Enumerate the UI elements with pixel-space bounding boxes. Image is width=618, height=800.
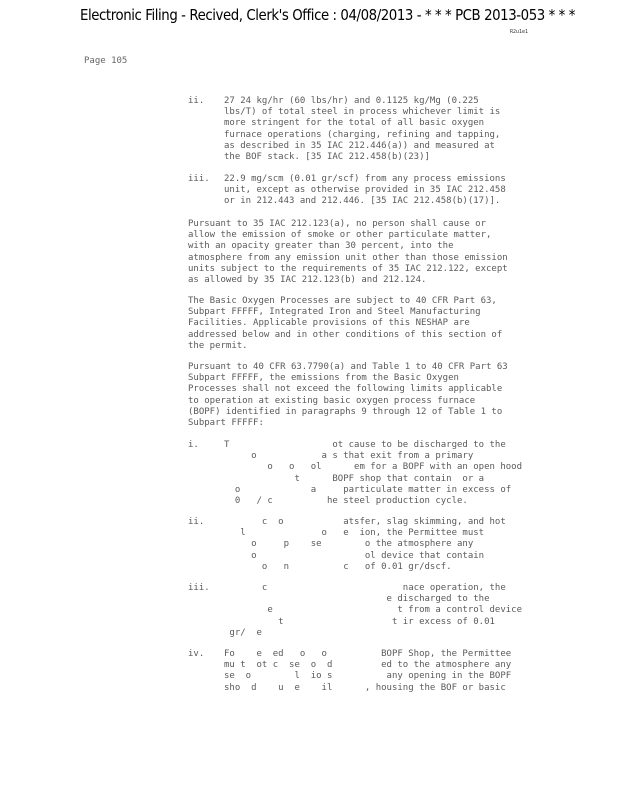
item-number: ii. <box>188 96 205 106</box>
neshap-paragraph: The Basic Oxygen Processes are subject to 40 CFR Part 63, Subpart FFFFF, Integrated Iron and Steel Manufacturing Facilities. Applicable provisions of this NESHAP are addressed below and in other conditions of this section of the permit. <box>188 296 503 351</box>
sub-item-text: T ot cause to be discharged to the o a s that exit from a primary o o ol em for a BOPF with an open hood t BOPF shop that contain or a o a particulate matter in excess of 0 / c he steel production cycle. <box>224 440 523 507</box>
bopf-limits-paragraph: Pursuant to 40 CFR 63.7790(a) and Table 1 to 40 CFR Part 63 Subpart FFFFF, the emissions from the Basic Oxygen Processes shall not exceed the following limits applicable to operation at existing basic oxygen process furnace (BOPF) identified in paragraphs 9 through 12 of Table 1 to Subpart FFFFF: <box>188 362 508 429</box>
limit-item-text: 22.9 mg/scm (0.01 gr/scf) from any process emissions unit, except as otherwise provided in 35 IAC 212.458 or in 212.443 and 212.446. [35 IAC 212.458(b)(17)]. <box>224 174 506 207</box>
sub-item-text: Fo e ed o o BOPF Shop, the Permittee mu t ot c se o d ed to the atmosphere any se o l io s any opening in the BOPF sho d u e il , housing the BOF or basic <box>224 649 512 693</box>
sub-item-text: c nace operation, the e discharged to the e t from a control device t t ir excess of 0.01 gr/ e <box>229 583 523 638</box>
opacity-paragraph: Pursuant to 35 IAC 212.123(a), no person shall cause or allow the emission of smoke or other particulate matter, with an opacity greater than 30 percent, into the atmosphere from any emission unit other than those emission units subject to the requirements of 35 IAC 212.122, except as allowed by 35 IAC 212.123(b) and 212.124. <box>188 219 508 286</box>
filing-stamp: R2u1e1 <box>510 29 529 35</box>
sub-item-number: iv. <box>188 649 205 659</box>
limit-item-text: 27 24 kg/hr (60 lbs/hr) and 0.1125 kg/Mg (0.225 lbs/T) of total steel in process whichever limit is more stringent for the total of all basic oxygen furnace operations (charging, refining and tapping, as described in 35 IAC 212.446(a)) and measured at the BOF stack. [35 IAC 212.458(b)(23)] <box>224 96 501 163</box>
sub-item-text: c o atsfer, slag skimming, and hot l o e ion, the Permittee must o p se o the atmosphere any o ol device that contain o n c of 0.01 gr/dscf. <box>240 517 506 572</box>
page-number: Page 105 <box>84 56 128 66</box>
item-number: iii. <box>188 174 210 184</box>
filing-header: Electronic Filing - Recived, Clerk's Office : 04/08/2013 - * * * PCB 2013-053 * * * <box>80 6 575 24</box>
sub-item-number: iii. <box>188 583 210 593</box>
sub-item-number: ii. <box>188 517 205 527</box>
sub-item-number: i. <box>188 440 199 450</box>
